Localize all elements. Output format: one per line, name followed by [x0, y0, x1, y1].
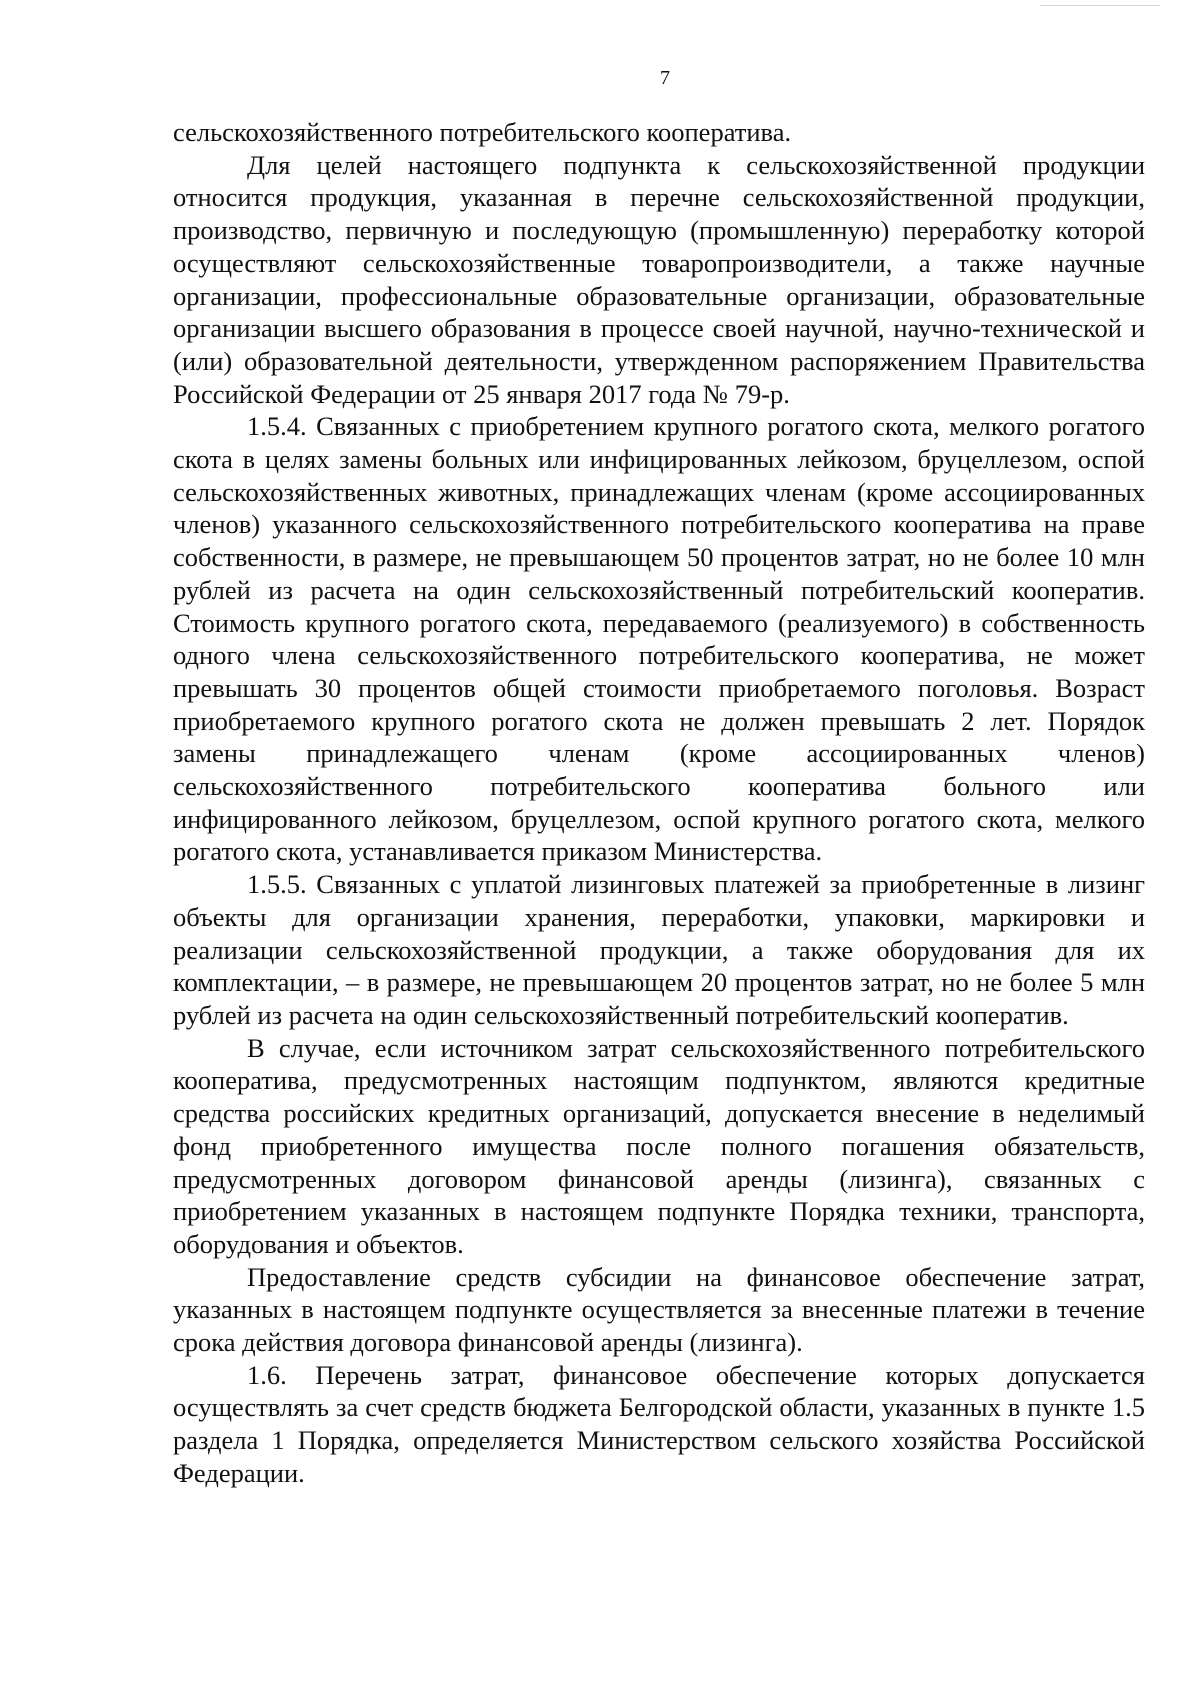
scan-edge-line — [1040, 5, 1160, 6]
paragraph-1-5-5: 1.5.5. Связанных с уплатой лизинговых платежей за приобретенные в лизинг объекты для организации хранения, переработки, упаковки, маркировки и реализации сельскохозяйственной продукции, а также оборудования для их комплектации, – в размере, не превышающем 20 процентов затрат, но не более 5 млн рублей из расчета на один сельскохозяйственный потребительский кооператив. — [173, 869, 1145, 1030]
page-number: 7 — [660, 67, 670, 89]
paragraph-credit-funds: В случае, если источником затрат сельскохозяйственного потребительского кооператива, предусмотренных настоящим подпунктом, являются кредитные средства российских кредитных организаций, допускается внесение в неделимый фонд приобретенного имущества после полного погашения обязательств, предусмотренных договором финансовой аренды (лизинга), связанных с приобретением указанных в настоящем подпункте Порядка техники, транспорта, оборудования и объектов. — [173, 1032, 1145, 1259]
document-body — [173, 116, 1145, 1490]
paragraph-subsidy-provision: Предоставление средств субсидии на финансовое обеспечение затрат, указанных в настоящем подпункте осуществляется за внесенные платежи в течение срока действия договора финансовой аренды (лизинга). — [173, 1261, 1145, 1358]
paragraph-1-5-4: 1.5.4. Связанных с приобретением крупного рогатого скота, мелкого рогатого скота в целях замены больных или инфицированных лейкозом, бруцеллезом, оспой сельскохозяйственных животных, принадлежащих членам (кроме ассоциированных членов) указанного сельскохозяйственного потребительского кооператива на праве собственности, в размере, не превышающем 50 процентов затрат, но не более 10 млн рублей из расчета на один сельскохозяйственный потребительский кооператив. Стоимость крупного рогатого скота, передаваемого (реализуемого) в собственность одного члена сельскохозяйственного потребительского кооператива, не может превышать 30 процентов общей стоимости приобретаемого поголовья. Возраст приобретаемого крупного рогатого скота не должен превышать 2 лет. Порядок замены принадлежащего членам (кроме ассоциированных членов) сельскохозяйственного потребительского кооператива больного или инфицированного лейкозом, бруцеллезом, оспой крупного рогатого скота, мелкого рогатого скота, устанавливается приказом Министерства. — [173, 411, 1145, 867]
paragraph-1-6: 1.6. Перечень затрат, финансовое обеспечение которых допускается осуществлять за счет средств бюджета Белгородской области, указанных в пункте 1.5 раздела 1 Порядка, определяется Министерством сельского хозяйства Российской Федерации. — [173, 1359, 1145, 1488]
paragraph-continuation: сельскохозяйственного потребительского кооператива. — [173, 117, 792, 147]
paragraph-agricultural-products: Для целей настоящего подпункта к сельскохозяйственной продукции относится продукция, указанная в перечне сельскохозяйственной продукции, производство, первичную и последующую (промышленную) переработку которой осуществляют сельскохозяйственные товаропроизводители, а также научные организации, профессиональные образовательные организации, образовательные организации высшего образования в процессе своей научной, научно-технической и (или) образовательной деятельности, утвержденном распоряжением Правительства Российской Федерации от 25 января 2017 года № 79-р. — [173, 149, 1145, 409]
